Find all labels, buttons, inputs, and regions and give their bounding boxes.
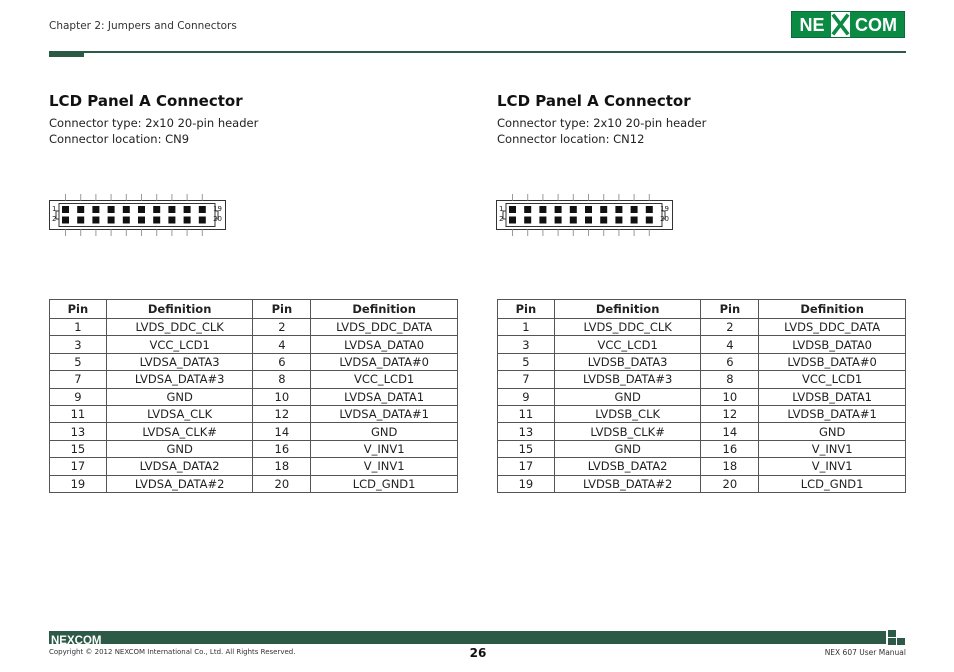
pin-number-cell: 1 [498, 319, 555, 336]
pin-definition-cell: GND [759, 423, 906, 440]
column-header: Definition [311, 300, 458, 319]
pin-square [509, 206, 516, 213]
pin-number-cell: 2 [253, 319, 311, 336]
pin-number-cell: 12 [253, 405, 311, 422]
pin-square [168, 217, 175, 224]
pin-definition-cell: GND [106, 388, 253, 405]
table-row [50, 353, 458, 370]
pin-number-cell: 17 [50, 458, 107, 475]
pin-number-cell: 4 [253, 336, 311, 353]
pin-definition-cell: LVDS_DDC_DATA [759, 319, 906, 336]
pin-number-cell: 14 [701, 423, 759, 440]
pin-square [77, 217, 84, 224]
pin-square [108, 217, 115, 224]
nexcom-logo [791, 11, 905, 38]
pin-square [199, 206, 206, 213]
pin-label: 19 [660, 205, 669, 213]
pin-square [615, 217, 622, 224]
pin-number-cell: 12 [701, 405, 759, 422]
pin-definition-cell: VCC_LCD1 [554, 336, 701, 353]
pin-definition-cell: LVDSB_DATA#2 [554, 475, 701, 492]
table-row [50, 475, 458, 492]
pin-definition-cell: V_INV1 [759, 440, 906, 457]
table-row [50, 336, 458, 353]
pin-definition-cell: LVDSA_DATA1 [311, 388, 458, 405]
pin-square [62, 206, 69, 213]
connector-diagram-cn12 [496, 194, 676, 238]
pin-definition-cell: LCD_GND1 [759, 475, 906, 492]
pin-square [555, 206, 562, 213]
table-row [50, 440, 458, 457]
table-row [50, 388, 458, 405]
pin-definition-cell: LVDSA_CLK [106, 405, 253, 422]
pin-definition-cell: LVDS_DDC_CLK [554, 319, 701, 336]
pin-number-cell: 1 [50, 319, 107, 336]
pin-number-cell: 19 [50, 475, 107, 492]
table-row [50, 423, 458, 440]
pin-number-cell: 14 [253, 423, 311, 440]
pin-square [509, 217, 516, 224]
table-row [498, 405, 906, 422]
pin-square [123, 206, 130, 213]
pin-definition-cell: V_INV1 [759, 458, 906, 475]
pin-number-cell: 16 [701, 440, 759, 457]
chapter-title: Chapter 2: Jumpers and Connectors [49, 20, 237, 32]
pin-definition-cell: GND [311, 423, 458, 440]
pin-square [138, 217, 145, 224]
pin-number-cell: 18 [701, 458, 759, 475]
table-row [498, 440, 906, 457]
pin-square [539, 217, 546, 224]
section-title-cn9: LCD Panel A Connector [49, 92, 243, 110]
pin-square [524, 206, 531, 213]
column-header: Pin [701, 300, 759, 319]
pin-square [524, 217, 531, 224]
pin-number-cell: 17 [498, 458, 555, 475]
column-header: Definition [554, 300, 701, 319]
connector-diagram-cn9 [49, 194, 229, 238]
pin-definition-cell: GND [106, 440, 253, 457]
connector-body [50, 201, 226, 230]
pin-square [615, 206, 622, 213]
table-row [50, 319, 458, 336]
pin-square [77, 206, 84, 213]
pin-label: 20 [660, 215, 669, 223]
pin-number-cell: 2 [701, 319, 759, 336]
table-row [498, 336, 906, 353]
table-row [498, 458, 906, 475]
pin-square [184, 217, 191, 224]
pin-number-cell: 6 [701, 353, 759, 370]
pin-definition-cell: LVDSB_DATA#1 [759, 405, 906, 422]
pin-label: 1 [52, 205, 57, 213]
pin-definition-cell: GND [554, 388, 701, 405]
pin-definition-cell: LVDSB_DATA0 [759, 336, 906, 353]
page-number: 26 [469, 646, 487, 660]
pin-number-cell: 11 [498, 405, 555, 422]
pin-square [600, 206, 607, 213]
column-header: Pin [498, 300, 555, 319]
section-title-cn12: LCD Panel A Connector [497, 92, 691, 110]
pin-square [199, 217, 206, 224]
pin-number-cell: 11 [50, 405, 107, 422]
pin-definition-cell: LVDSA_DATA#1 [311, 405, 458, 422]
pin-square [555, 217, 562, 224]
pin-square [62, 217, 69, 224]
pin-number-cell: 20 [701, 475, 759, 492]
pin-definition-cell: LVDSA_DATA#2 [106, 475, 253, 492]
pin-label: 2 [52, 215, 57, 223]
footer-bar [49, 631, 886, 644]
table-row [50, 405, 458, 422]
pin-number-cell: 3 [498, 336, 555, 353]
header-rule [49, 51, 906, 53]
pin-number-cell: 16 [253, 440, 311, 457]
pin-definition-cell: LVDSA_CLK# [106, 423, 253, 440]
pin-square [631, 217, 638, 224]
pin-number-cell: 8 [253, 371, 311, 388]
pin-definition-cell: LVDSB_DATA#0 [759, 353, 906, 370]
pin-label: 1 [499, 205, 504, 213]
pin-definition-cell: GND [554, 440, 701, 457]
pin-square [570, 217, 577, 224]
connector-type-cn12: Connector type: 2x10 20-pin header [497, 116, 707, 130]
pin-number-cell: 10 [701, 388, 759, 405]
pin-number-cell: 7 [498, 371, 555, 388]
pin-number-cell: 10 [253, 388, 311, 405]
pin-definition-cell: LVDSB_DATA3 [554, 353, 701, 370]
pin-definition-cell: LVDSA_DATA3 [106, 353, 253, 370]
pin-square [184, 206, 191, 213]
pin-definition-cell: LVDSA_DATA#3 [106, 371, 253, 388]
table-row [498, 475, 906, 492]
pin-number-cell: 20 [253, 475, 311, 492]
column-header: Pin [50, 300, 107, 319]
pin-square [153, 206, 160, 213]
pin-square [600, 217, 607, 224]
pin-definition-cell: VCC_LCD1 [759, 371, 906, 388]
pin-square [92, 206, 99, 213]
table-header-row [498, 300, 906, 319]
pin-label: 20 [213, 215, 222, 223]
pin-table-cn12 [497, 299, 906, 493]
pin-number-cell: 13 [498, 423, 555, 440]
connector-location-cn12: Connector location: CN12 [497, 132, 645, 146]
pin-number-cell: 18 [253, 458, 311, 475]
pin-number-cell: 9 [498, 388, 555, 405]
pin-square [123, 217, 130, 224]
pin-definition-cell: LCD_GND1 [311, 475, 458, 492]
pin-square [539, 206, 546, 213]
pin-definition-cell: LVDSA_DATA#0 [311, 353, 458, 370]
pin-square [585, 206, 592, 213]
pin-square [153, 217, 160, 224]
pin-label: 2 [499, 215, 504, 223]
pin-number-cell: 8 [701, 371, 759, 388]
pin-definition-cell: LVDS_DDC_DATA [311, 319, 458, 336]
pin-square [585, 217, 592, 224]
table-row [498, 388, 906, 405]
pin-definition-cell: V_INV1 [311, 440, 458, 457]
manual-title: NEX 607 User Manual [824, 648, 906, 657]
pin-number-cell: 15 [498, 440, 555, 457]
footer-squares-icon [888, 630, 906, 646]
table-row [498, 353, 906, 370]
pin-number-cell: 19 [498, 475, 555, 492]
pin-table-cn9 [49, 299, 458, 493]
pin-number-cell: 6 [253, 353, 311, 370]
pin-square [646, 217, 653, 224]
pin-definition-cell: V_INV1 [311, 458, 458, 475]
pin-square [108, 206, 115, 213]
table-row [50, 458, 458, 475]
pin-square [92, 217, 99, 224]
pin-number-cell: 13 [50, 423, 107, 440]
pin-definition-cell: LVDSB_DATA#3 [554, 371, 701, 388]
pin-number-cell: 3 [50, 336, 107, 353]
column-header: Definition [106, 300, 253, 319]
pin-number-cell: 9 [50, 388, 107, 405]
pin-definition-cell: VCC_LCD1 [311, 371, 458, 388]
pin-square [138, 206, 145, 213]
pin-definition-cell: LVDSB_DATA1 [759, 388, 906, 405]
pin-definition-cell: LVDSA_DATA2 [106, 458, 253, 475]
pin-definition-cell: LVDSA_DATA0 [311, 336, 458, 353]
table-header-row [50, 300, 458, 319]
connector-body [497, 201, 673, 230]
column-header: Definition [759, 300, 906, 319]
copyright-text: Copyright © 2012 NEXCOM International Co., Ltd. All Rights Reserved. [49, 648, 296, 656]
footer-logo-text: NEXCOM [51, 635, 102, 646]
table-row [50, 371, 458, 388]
pin-square [168, 206, 175, 213]
table-row [498, 371, 906, 388]
pin-definition-cell: LVDSB_CLK [554, 405, 701, 422]
table-row [498, 423, 906, 440]
pin-definition-cell: LVDS_DDC_CLK [106, 319, 253, 336]
pin-definition-cell: LVDSB_DATA2 [554, 458, 701, 475]
pin-number-cell: 7 [50, 371, 107, 388]
header-tab [49, 51, 84, 57]
connector-location-cn9: Connector location: CN9 [49, 132, 190, 146]
pin-number-cell: 5 [50, 353, 107, 370]
logo-text-left: NE [799, 15, 825, 35]
pin-number-cell: 4 [701, 336, 759, 353]
nexcom-logo-graphic [792, 12, 904, 37]
table-row [498, 319, 906, 336]
pin-square [570, 206, 577, 213]
pin-number-cell: 5 [498, 353, 555, 370]
pin-definition-cell: LVDSB_CLK# [554, 423, 701, 440]
column-header: Pin [253, 300, 311, 319]
pin-label: 19 [213, 205, 222, 213]
pin-square [631, 206, 638, 213]
pin-number-cell: 15 [50, 440, 107, 457]
logo-text-right: COM [855, 15, 897, 35]
connector-type-cn9: Connector type: 2x10 20-pin header [49, 116, 259, 130]
pin-definition-cell: VCC_LCD1 [106, 336, 253, 353]
pin-square [646, 206, 653, 213]
